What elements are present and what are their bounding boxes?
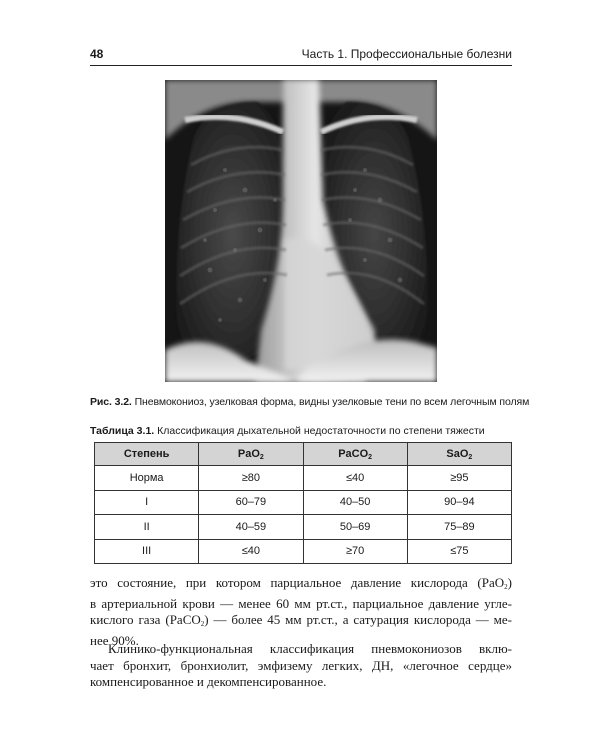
table-cell: 50–69 — [303, 515, 407, 540]
table-cell: ≥80 — [199, 466, 303, 491]
table-cell: ≥95 — [407, 466, 511, 491]
table-cell: 90–94 — [407, 490, 511, 515]
figure-label: Рис. 3.2. — [90, 396, 132, 408]
page-number: 48 — [90, 47, 104, 61]
subscript: 2 — [468, 453, 473, 461]
figure-caption — [90, 396, 530, 408]
table-label: Таблица 3.1. — [90, 425, 155, 437]
table-cell: Норма — [95, 466, 199, 491]
table-cell: I — [95, 490, 199, 515]
table-cell: 75–89 — [407, 515, 511, 540]
figure-caption-text: Пневмокониоз, узелковая форма, видны узелковые тени по всем легочным полям — [134, 396, 530, 408]
table-cell: ≤75 — [407, 539, 511, 564]
table-title — [90, 425, 520, 437]
subscript: 2 — [368, 453, 373, 461]
table-cell: 40–59 — [199, 515, 303, 540]
header-pao2: PaO$_2$ — [199, 443, 303, 466]
table-row — [95, 515, 512, 540]
text-line: в артериальной крови — менее 60 мм рт.ст., парциальное давление угле- — [90, 595, 512, 611]
chest-xray-image — [165, 80, 437, 382]
table-row — [95, 539, 512, 564]
subscript: 2 — [200, 620, 205, 628]
text-line: нее 90%. — [90, 632, 139, 648]
table-cell: ≥70 — [303, 539, 407, 564]
table-cell: II — [95, 515, 199, 540]
body-paragraph-1 — [90, 575, 512, 649]
table-cell: 60–79 — [199, 490, 303, 515]
header-paco2: PaCO$_2$ — [303, 443, 407, 466]
table-cell: ≤40 — [303, 466, 407, 491]
table-row — [95, 490, 512, 515]
text-line: компенсированное и декомпенсированное. — [90, 674, 327, 689]
table-cell: III — [95, 539, 199, 564]
table-cell: ≤40 — [199, 539, 303, 564]
table-title-text: Классификация дыхательной недостаточности по степени тяжести — [157, 425, 485, 437]
table-row — [95, 466, 512, 491]
subscript: 2 — [504, 583, 508, 591]
header-sao2: SaO$_2$ — [407, 443, 511, 466]
subscript: 2 — [259, 453, 264, 461]
table-header-row — [95, 443, 512, 466]
header-degree: Степень — [95, 443, 199, 466]
text-line: это состояние, при котором парциальное давление кислорода (PaO$_2$) — [90, 575, 512, 591]
body-paragraph-2 — [90, 641, 512, 691]
running-head: Часть 1. Профессиональные болезни — [301, 47, 512, 61]
text-line: Клинико-функциональная классификация пневмокониозов вклю- — [108, 641, 512, 656]
text-line: кислого газа (PaCO$_2$) — более 45 мм рт.ст., а сатурация кислорода — ме- — [90, 612, 512, 628]
table-cell: 40–50 — [303, 490, 407, 515]
respiratory-failure-table — [94, 442, 512, 564]
text-line: чает бронхит, бронхиолит, эмфизему легких, ДН, «легочное сердце» — [90, 657, 512, 673]
page-header — [90, 47, 512, 66]
